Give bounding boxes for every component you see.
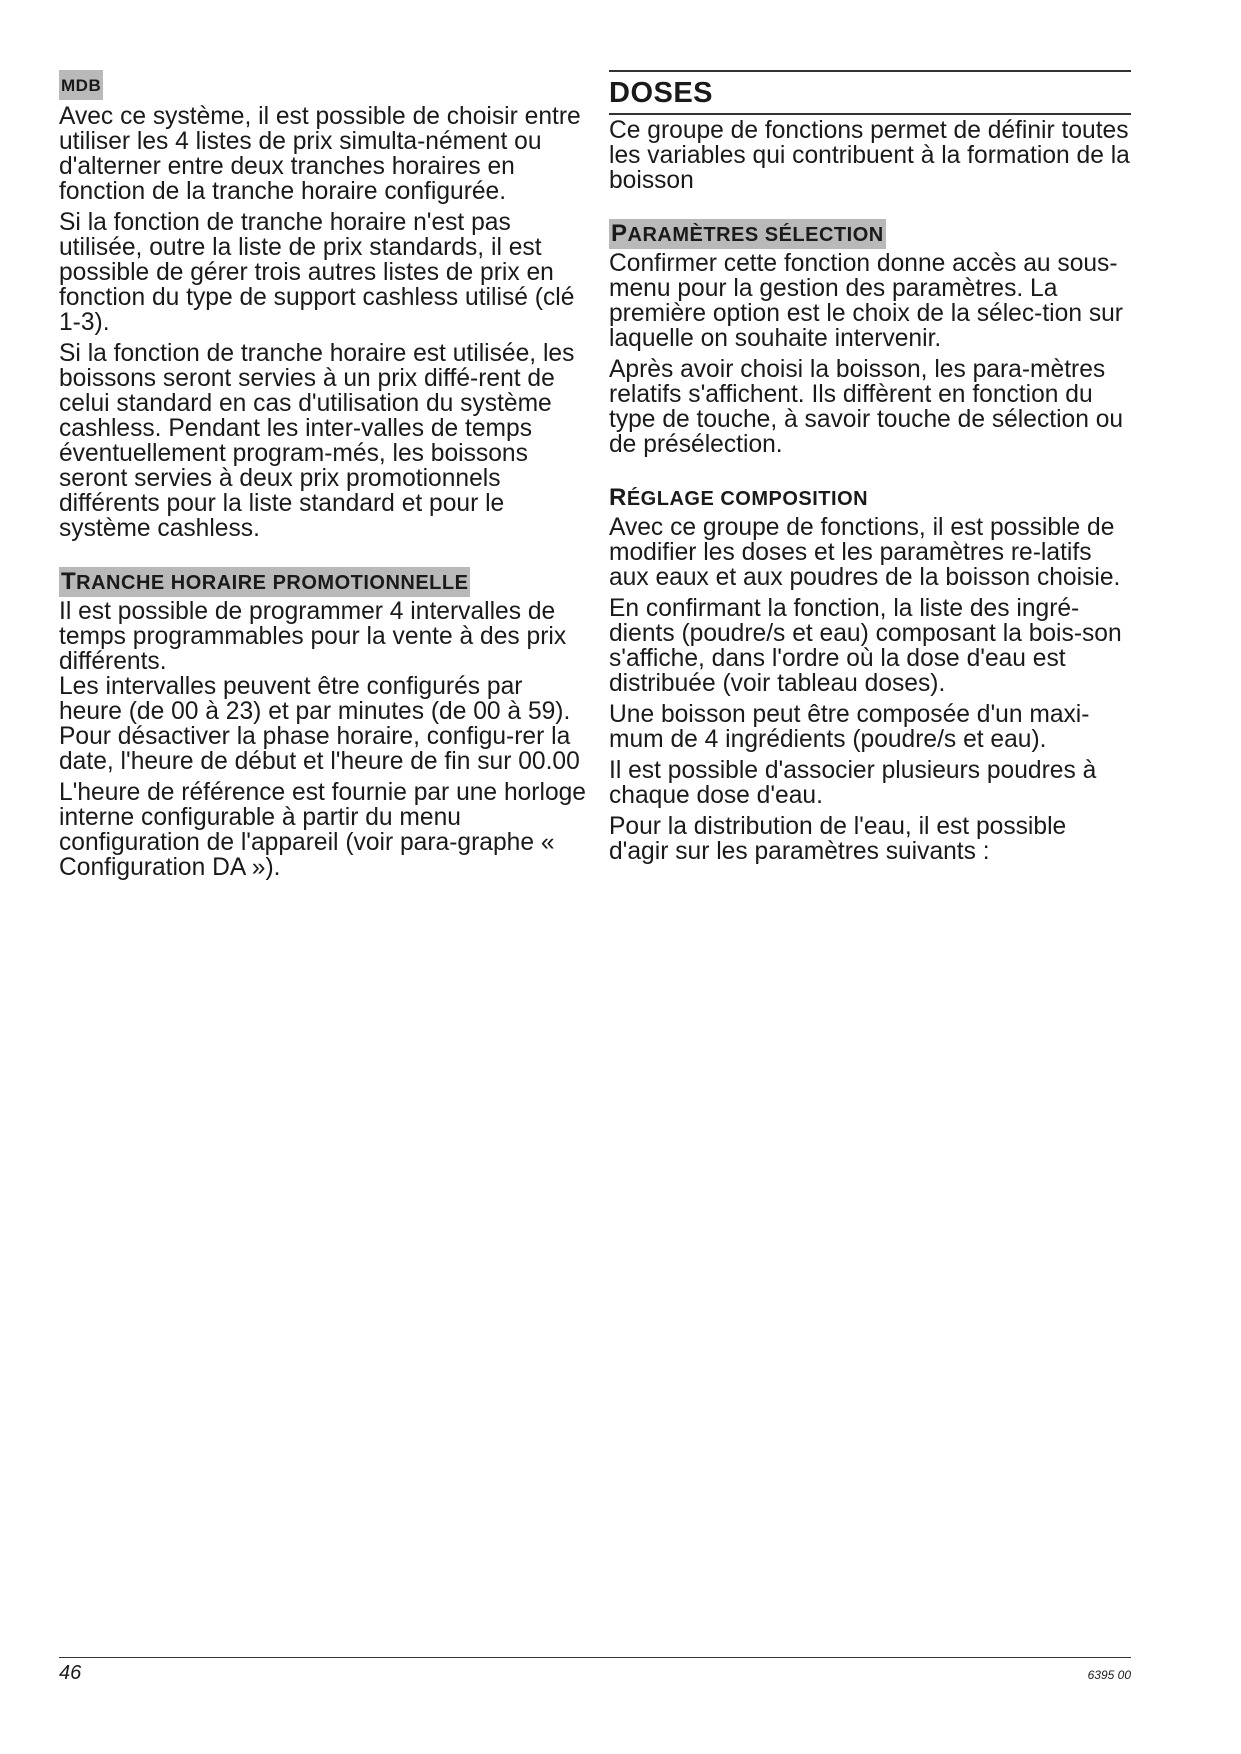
paragraph: Après avoir choisi la boisson, les para-mètres relatifs s'affichent. Ils diffèrent en fonction du type de touche, à savoir touche de sélection ou de présélection. (609, 356, 1124, 458)
footer-divider (59, 1657, 1131, 1658)
paragraph: L'heure de référence est fournie par une horloge interne configurable à partir du menu configuration de l'appareil (voir para-graphe « Configuration DA »). (59, 779, 586, 881)
paragraph: Si la fonction de tranche horaire est utilisée, les boissons seront servies à un prix diffé-rent de celui standard en cas d'utilisation du système cashless. Pendant les inter-valles de temps éventuellement program-més, les boissons seront servies à deux prix promotionnels différents pour la liste standard et pour le système cashless. (59, 340, 575, 542)
document-code: 6395 00 (1087, 1668, 1131, 1682)
paragraph: Il est possible d'associer plusieurs poudres à chaque dose d'eau. (609, 757, 1097, 809)
paragraph: En confirmant la fonction, la liste des ingré-dients (poudre/s et eau) composant la bois-son s'affiche, dans l'ordre où la dose d'eau est distribuée (voir tableau doses). (609, 595, 1122, 697)
left-column (59, 70, 589, 886)
section-heading-reglage: RÉGLAGE COMPOSITION (609, 484, 869, 511)
paragraph: Les intervalles peuvent être configurés par heure (de 00 à 23) et par minutes (de 00 à 59). (59, 673, 571, 725)
paragraph: Si la fonction de tranche horaire n'est pas utilisée, outre la liste de prix standards, il est possible de gérer trois autres listes de prix en fonction du type de support cashless utilisé (clé 1-3). (59, 209, 575, 336)
paragraph: Ce groupe de fonctions permet de définir toutes les variables qui contribuent à la formation de la boisson (609, 117, 1130, 194)
paragraph: Pour désactiver la phase horaire, configu-rer la date, l'heure de début et l'heure de fin sur 00.00 (59, 723, 580, 775)
paragraph: Avec ce système, il est possible de choisir entre utiliser les 4 listes de prix simulta-nément ou d'alterner entre deux tranches horaires en fonction de la tranche horaire configurée. (59, 103, 581, 205)
section-heading-parametres: PARAMÈTRES SÉLECTION (611, 220, 884, 247)
section-title-doses: DOSES (609, 70, 1131, 115)
paragraph: Une boisson peut être composée d'un maxi-mum de 4 ingrédients (poudre/s et eau). (609, 701, 1090, 753)
right-column (609, 70, 1131, 870)
paragraph: Pour la distribution de l'eau, il est possible d'agir sur les paramètres suivants : (609, 813, 1067, 865)
paragraph: Il est possible de programmer 4 intervalles de temps programmables pour la vente à des prix différents. (59, 598, 567, 675)
paragraph: Avec ce groupe de fonctions, il est possible de modifier les doses et les paramètres re-latifs aux eaux et aux poudres de la boisson choisie. (609, 514, 1121, 591)
section-heading-mdb: MDB (59, 70, 103, 100)
section-heading-tranche: TRANCHE HORAIRE PROMOTIONNELLE (61, 568, 469, 595)
paragraph: Confirmer cette fonction donne accès au sous-menu pour la gestion des paramètres. La première option est le choix de la sélec-tion sur laquelle on souhaite intervenir. (609, 250, 1123, 352)
page-number: 46 (59, 1662, 82, 1684)
